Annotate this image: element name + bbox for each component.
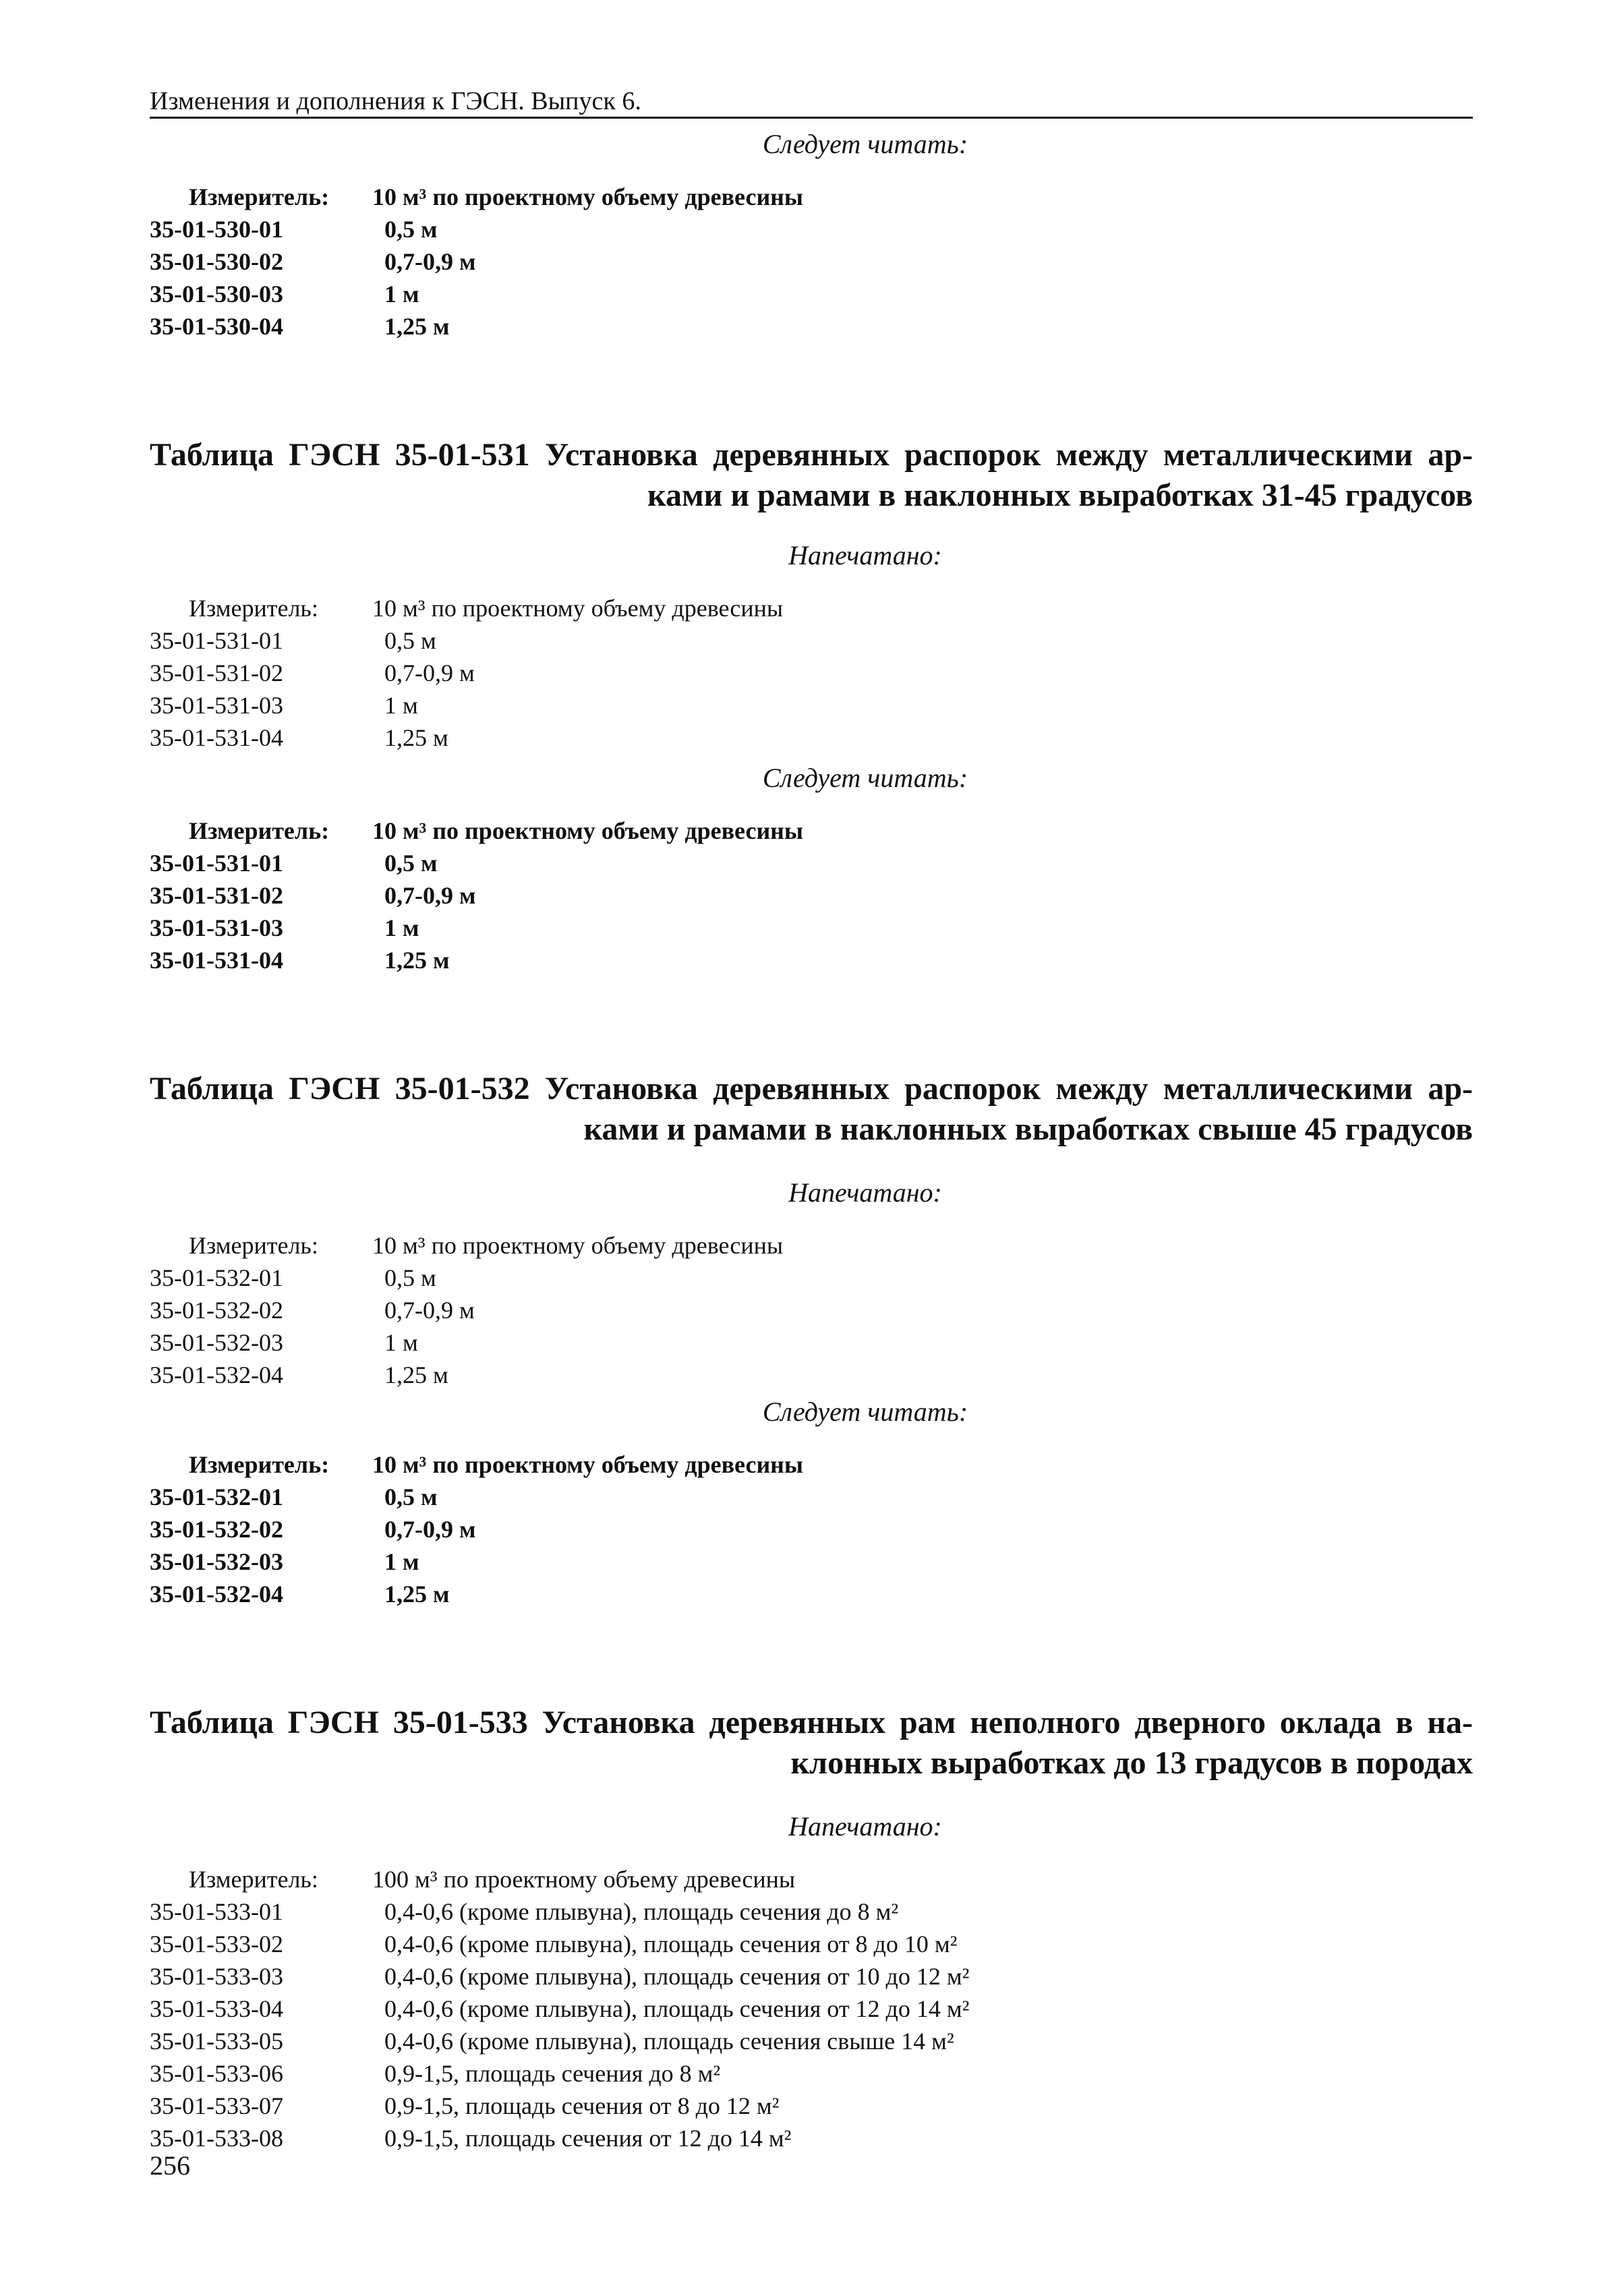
rate-row (150, 689, 1473, 722)
section-should-read-531 (150, 762, 1473, 976)
rate-code: 35-01-530-03 (150, 281, 283, 307)
table-title-532-line1: Таблица ГЭСН 35-01-532 Установка деревянных распорок между металлическими ар- (150, 1071, 1473, 1107)
rate-code: 35-01-531-01 (150, 850, 283, 877)
rate-code: 35-01-532-02 (150, 1516, 283, 1543)
rate-row (150, 722, 1473, 754)
rate-code: 35-01-530-02 (150, 248, 283, 275)
table-title-531 (150, 435, 1473, 516)
rate-list (150, 592, 1473, 754)
rate-row (150, 2025, 1473, 2057)
rate-code: 35-01-533-05 (150, 2028, 283, 2055)
rate-code: 35-01-533-06 (150, 2060, 283, 2087)
table-title-533 (150, 1703, 1473, 1784)
rate-description: 1,25 м (384, 313, 450, 340)
rate-code: 35-01-531-04 (150, 947, 283, 974)
section-should-read-530 (150, 128, 1473, 343)
section-label: Следует читать: (762, 763, 968, 793)
rate-code: 35-01-532-04 (150, 1361, 283, 1388)
rate-description: 0,4-0,6 (кроме плывуна), площадь сечения от 8 до 10 м² (384, 1931, 958, 1958)
rate-description: 1 м (384, 281, 419, 307)
rate-code: 35-01-530-01 (150, 216, 283, 243)
rate-code: 35-01-533-03 (150, 1963, 283, 1990)
rate-row (150, 310, 1473, 343)
measure-row (150, 815, 1473, 847)
section-should-read-532 (150, 1396, 1473, 1610)
rate-description: 0,5 м (384, 1483, 438, 1510)
rate-row (150, 1326, 1473, 1359)
rate-code: 35-01-533-08 (150, 2125, 283, 2152)
rate-code: 35-01-532-01 (150, 1264, 283, 1291)
measure-value: 10 м³ по проектному объему древесины (372, 183, 804, 210)
measure-value: 10 м³ по проектному объему древесины (372, 1232, 784, 1259)
rate-row (150, 657, 1473, 689)
rate-code: 35-01-533-07 (150, 2092, 283, 2119)
rate-code: 35-01-532-04 (150, 1581, 283, 1608)
rate-code: 35-01-533-04 (150, 1995, 283, 2022)
rate-description: 0,7-0,9 м (384, 1297, 475, 1324)
rate-description: 1,25 м (384, 947, 450, 974)
table-title-531-line2: ками и рамами в наклонных выработках 31-45 градусов (647, 477, 1473, 513)
rate-row (150, 1546, 1473, 1578)
running-header: Изменения и дополнения к ГЭСН. Выпуск 6. (150, 87, 641, 115)
measure-row (150, 1863, 1473, 1895)
rate-row (150, 1359, 1473, 1391)
table-title-531-line1: Таблица ГЭСН 35-01-531 Установка деревянных распорок между металлическими ар- (150, 437, 1473, 473)
rate-row (150, 1993, 1473, 2025)
rate-description: 0,5 м (384, 1264, 436, 1291)
measure-value: 100 м³ по проектному объему древесины (372, 1866, 796, 1893)
rate-description: 0,4-0,6 (кроме плывуна), площадь сечения от 10 до 12 м² (384, 1963, 970, 1990)
page-number: 256 (150, 2150, 190, 2181)
rate-description: 0,4-0,6 (кроме плывуна), площадь сечения свыше 14 м² (384, 2028, 954, 2055)
rate-row (150, 2122, 1473, 2154)
rate-description: 0,7-0,9 м (384, 248, 476, 275)
rate-code: 35-01-531-03 (150, 914, 283, 941)
rate-row (150, 624, 1473, 657)
rate-row (150, 1960, 1473, 1993)
rate-description: 0,9-1,5, площадь сечения от 8 до 12 м² (384, 2092, 780, 2119)
section-printed-533 (150, 1811, 1473, 2154)
measure-label: Измеритель: (189, 183, 330, 210)
table-title-532-line2: ками и рамами в наклонных выработках свыше 45 градусов (583, 1111, 1473, 1147)
section-printed-532 (150, 1177, 1473, 1391)
rate-row (150, 2057, 1473, 2090)
table-title-533-line2: клонных выработках до 13 градусов в породах (790, 1745, 1473, 1781)
rate-description: 0,7-0,9 м (384, 659, 475, 686)
measure-label: Измеритель: (189, 1866, 318, 1893)
rate-description: 0,4-0,6 (кроме плывуна), площадь сечения от 12 до 14 м² (384, 1995, 970, 2022)
rate-code: 35-01-531-02 (150, 882, 283, 909)
measure-row (150, 592, 1473, 624)
measure-label: Измеритель: (189, 1232, 318, 1259)
rate-description: 0,5 м (384, 216, 438, 243)
rate-row (150, 1895, 1473, 1928)
rate-row (150, 847, 1473, 879)
measure-value: 10 м³ по проектному объему древесины (372, 1451, 804, 1478)
rate-row (150, 213, 1473, 245)
rate-code: 35-01-530-04 (150, 313, 283, 340)
rate-description: 1 м (384, 1548, 419, 1575)
rate-code: 35-01-531-02 (150, 659, 283, 686)
measure-row (150, 1229, 1473, 1262)
table-title-532 (150, 1069, 1473, 1150)
section-label: Напечатано: (788, 540, 942, 570)
rate-description: 0,4-0,6 (кроме плывуна), площадь сечения до 8 м² (384, 1898, 899, 1925)
rate-row (150, 879, 1473, 912)
rate-description: 1 м (384, 692, 418, 719)
measure-label: Измеритель: (189, 595, 318, 622)
section-label: Напечатано: (788, 1177, 942, 1208)
rate-code: 35-01-532-03 (150, 1548, 283, 1575)
rate-code: 35-01-531-01 (150, 627, 283, 654)
measure-row (150, 181, 1473, 213)
section-printed-531 (150, 539, 1473, 754)
rate-list (150, 1863, 1473, 2154)
rate-code: 35-01-531-03 (150, 692, 283, 719)
rate-row (150, 1262, 1473, 1294)
rate-description: 1,25 м (384, 1361, 448, 1388)
measure-label: Измеритель: (189, 817, 330, 844)
measure-value: 10 м³ по проектному объему древесины (372, 595, 784, 622)
rate-code: 35-01-533-01 (150, 1898, 283, 1925)
section-label: Следует читать: (762, 1396, 968, 1427)
rate-description: 1 м (384, 1329, 418, 1356)
measure-value: 10 м³ по проектному объему древесины (372, 817, 804, 844)
rate-description: 0,9-1,5, площадь сечения от 12 до 14 м² (384, 2125, 792, 2152)
rate-row (150, 912, 1473, 944)
measure-label: Измеритель: (189, 1451, 330, 1478)
rate-description: 0,7-0,9 м (384, 882, 476, 909)
rate-row (150, 1578, 1473, 1610)
rate-code: 35-01-533-02 (150, 1931, 283, 1958)
rate-row (150, 1481, 1473, 1513)
rate-code: 35-01-532-02 (150, 1297, 283, 1324)
rate-description: 0,7-0,9 м (384, 1516, 476, 1543)
rate-list (150, 1229, 1473, 1391)
rate-code: 35-01-532-01 (150, 1483, 283, 1510)
rate-code: 35-01-532-03 (150, 1329, 283, 1356)
rate-row (150, 245, 1473, 278)
section-label: Следует читать: (762, 129, 968, 159)
rate-row (150, 1928, 1473, 1960)
rate-description: 1,25 м (384, 1581, 450, 1608)
rate-row (150, 2090, 1473, 2122)
rate-description: 0,5 м (384, 627, 436, 654)
header-rule (150, 117, 1473, 119)
rate-description: 1 м (384, 914, 419, 941)
table-title-533-line1: Таблица ГЭСН 35-01-533 Установка деревянных рам неполного дверного оклада в на- (150, 1705, 1473, 1740)
rate-row (150, 1294, 1473, 1326)
rate-list (150, 181, 1473, 343)
rate-row (150, 278, 1473, 310)
rate-description: 0,9-1,5, площадь сечения до 8 м² (384, 2060, 721, 2087)
rate-description: 0,5 м (384, 850, 438, 877)
rate-list (150, 815, 1473, 976)
section-label: Напечатано: (788, 1811, 942, 1842)
rate-list (150, 1448, 1473, 1610)
rate-description: 1,25 м (384, 724, 448, 751)
rate-code: 35-01-531-04 (150, 724, 283, 751)
rate-row (150, 944, 1473, 976)
measure-row (150, 1448, 1473, 1481)
rate-row (150, 1513, 1473, 1546)
